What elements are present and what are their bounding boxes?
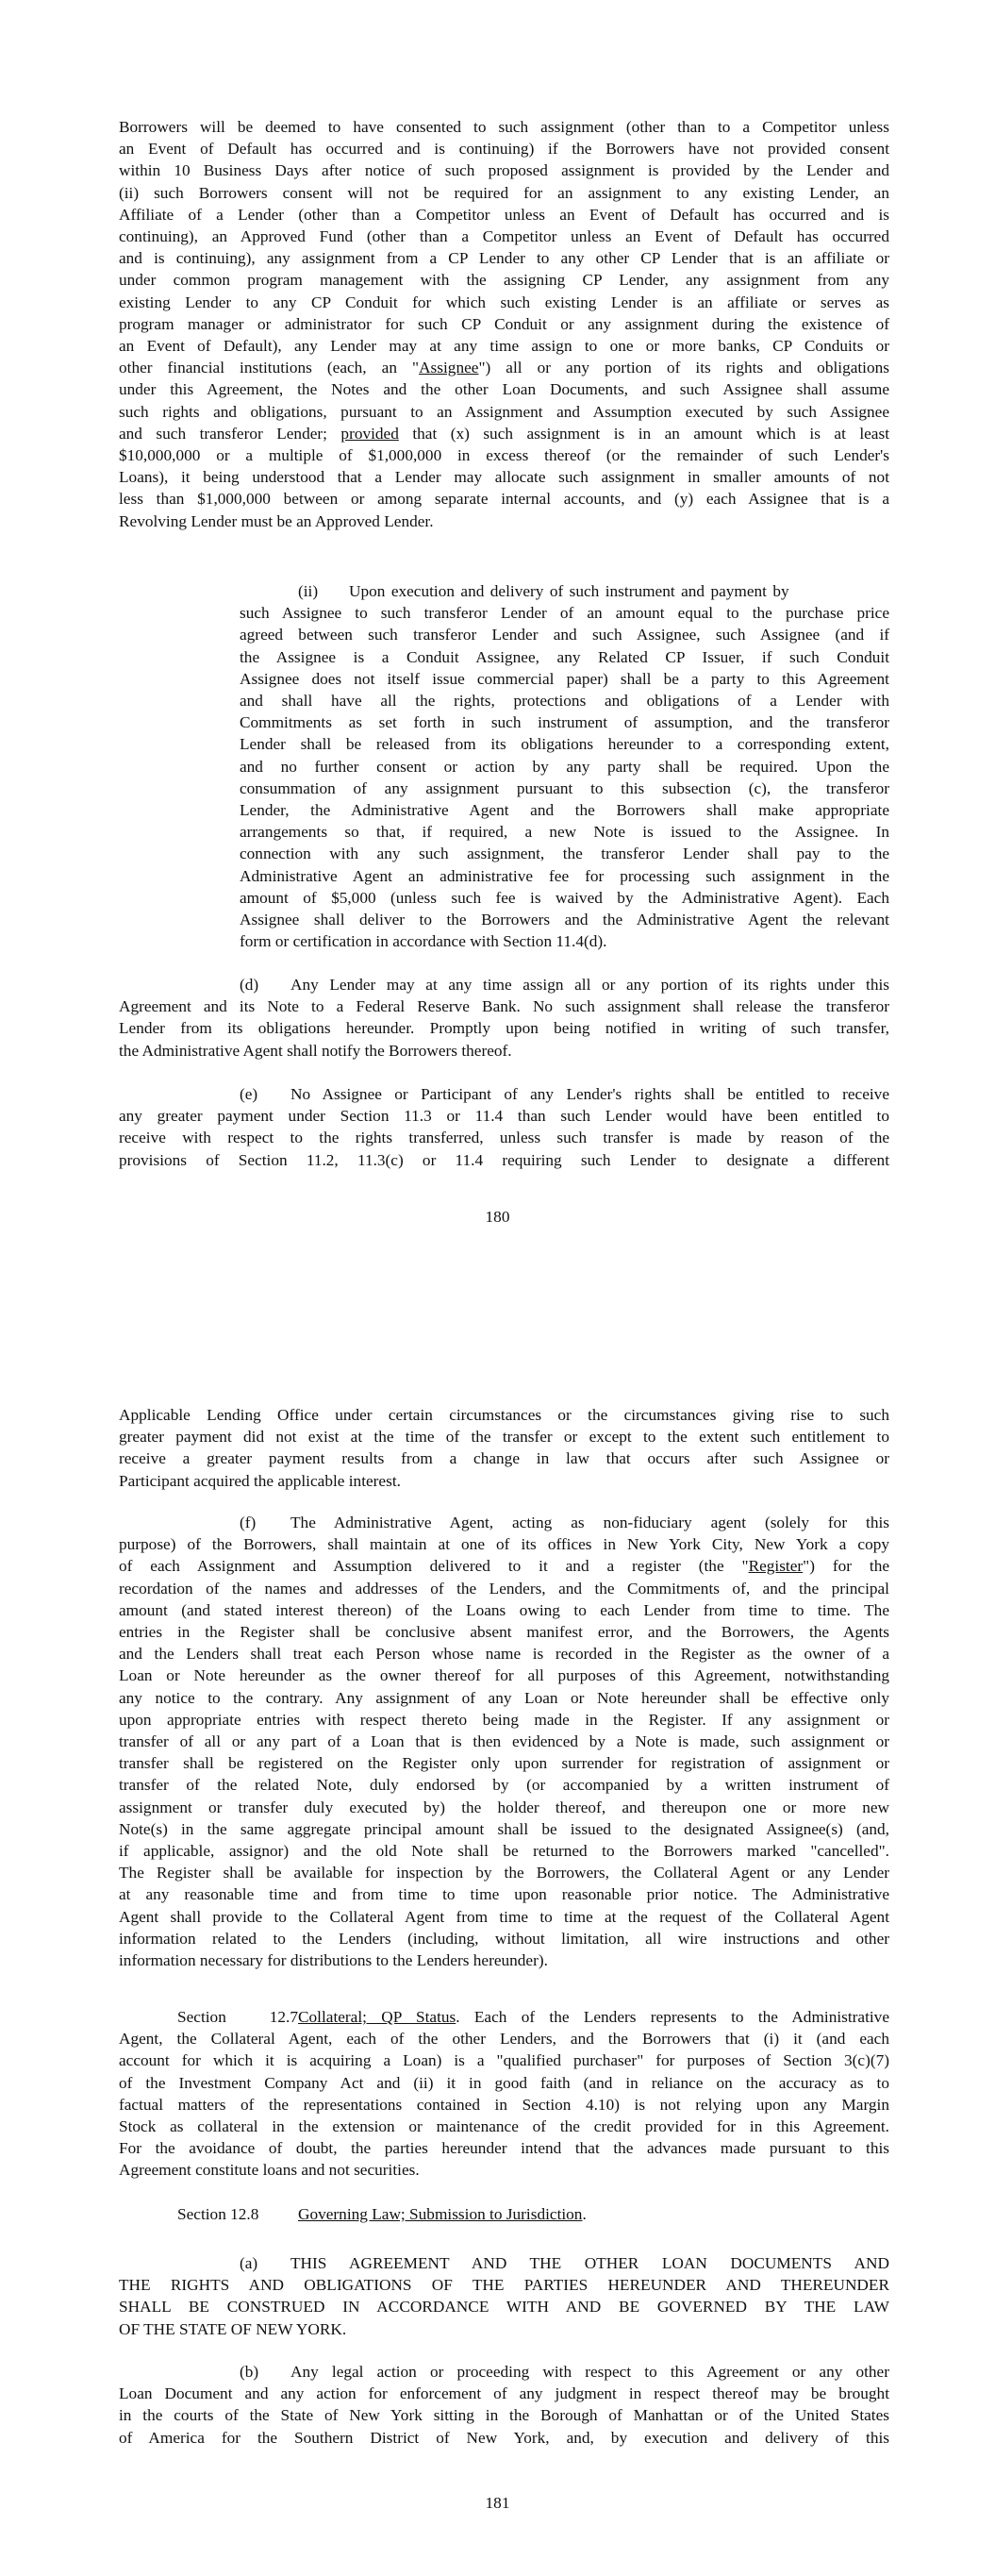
text-line: transfer shall be registered on the Register only upon surrender for registration of assignment or [119,1754,889,1773]
subsection-d-paragraph [119,974,889,1062]
section-title: Collateral; QP Status [298,2008,456,2026]
text-line: SHALL BE CONSTRUED IN ACCORDANCE WITH AND BE GOVERNED BY THE LAW [119,2298,889,2317]
subsection-f-paragraph [119,1512,889,1971]
text-line: Loan or Note hereunder as the owner thereof for all purposes of this Agreement, notwithstanding [119,1666,889,1685]
text-line: Loan Document and any action for enforcement of any judgment in respect thereof may be brought [119,2384,889,2403]
text-line: under this Agreement, the Notes and the other Loan Documents, and such Assignee shall assume [119,380,889,399]
text-line: such Assignee to such transferor Lender of an amount equal to the purchase price [240,604,889,623]
text-line: connection with any such assignment, the transferor Lender shall pay to the [240,845,889,863]
text-line [240,580,889,602]
text-line: in the courts of the State of New York sitting in the Borough of Manhattan or of the United States [119,2406,889,2425]
subsection-a-paragraph [119,2252,889,2340]
text-line: any notice to the contrary. Any assignment of any Loan or Note hereunder shall be effective only [119,1688,889,1707]
text-line: receive a greater payment results from a change in law that occurs after such Assignee or [119,1449,889,1468]
text-segment: Any legal action or proceeding with respect to this Agreement or any other [290,2363,889,2381]
text-line: continuing), an Approved Fund (other than a Competitor unless an Event of Default has occurred [119,227,889,246]
text-segment: . [582,2205,587,2223]
text-line: such rights and obligations, pursuant to an Assignment and Assumption executed by such Assignee [119,402,889,421]
text-line [119,1512,889,1533]
page-number: 180 [485,1208,510,1226]
text-line: purpose) of the Borrowers, shall maintain at one of its offices in New York City, New York a copy [119,1535,889,1554]
text-line: existing Lender to any CP Conduit for which such existing Lender is an affiliate or serves as [119,293,889,311]
defined-term-assignee: Assignee [419,359,479,377]
text-line: and is continuing), any assignment from a CP Lender to any other CP Lender that is an affiliate or [119,249,889,268]
text-line: Administrative Agent an administrative fee for processing such assignment in the [240,866,889,885]
text-line: less than $1,000,000 between or among separate internal accounts, and (y) each Assignee that is a [119,490,889,509]
text-line: transfer of all or any part of a Loan that is then evidenced by a Note is made, such assignment or [119,1732,889,1751]
text-line: program manager or administrator for such CP Conduit or any assignment during the existence of [119,314,889,333]
text-line: under common program management with the assigning CP Lender, any assignment from any [119,271,889,290]
text-line: For the avoidance of doubt, the parties hereunder intend that the advances made pursuant to this [119,2139,889,2158]
text-segment: that (x) such assignment is in an amount which is at least [398,424,890,443]
text-line: Participant acquired the applicable interest. [119,1471,401,1490]
text-segment: Upon execution and delivery of such instrument and payment by [349,582,789,600]
text-line: information related to the Lenders (including, without limitation, all wire instructions and other [119,1929,889,1948]
text-segment: of each Assignment and Assumption delivered to it and a register (the " [119,1557,749,1576]
text-line [119,974,889,995]
text-segment: and such transferor Lender; [119,424,341,443]
text-line: at any reasonable time and from time to time upon reasonable prior notice. The Administrative [119,1885,889,1904]
text-line: Assignee shall deliver to the Borrowers and the Administrative Agent the relevant [240,911,889,929]
text-line: Agreement constitute loans and not securities. [119,2161,420,2180]
text-line: receive with respect to the rights transferred, unless such transfer is made by reason of the [119,1129,889,1147]
subsection-marker: (f) [240,1514,257,1531]
section-title: Governing Law; Submission to Jurisdiction [298,2205,583,2223]
text-line: Loans), it being understood that a Lender may allocate such assignment in smaller amounts of not [119,468,889,487]
text-line: form or certification in accordance with Section 11.4(d). [240,932,607,951]
text-line: Affiliate of a Lender (other than a Competitor unless an Event of Default has occurred and is [119,205,889,224]
text-line: Commitments as set forth in such instrument of assumption, and the transferor [240,713,889,732]
section-12-7-paragraph [119,2006,889,2182]
subsection-marker: (b) [240,2363,259,2381]
text-line: OF THE STATE OF NEW YORK. [119,2319,347,2338]
text-line: $10,000,000 or a multiple of $1,000,000 in excess thereof (or the remainder of such Lender's [119,446,889,465]
subsection-e-paragraph [119,1083,889,1171]
text-line: greater payment did not exist at the time of the transfer or except to the extent such entitlement to [119,1428,889,1447]
text-line: Agreement and its Note to a Federal Reserve Bank. No such assignment shall release the transferor [119,997,889,1016]
proviso-term: provided [340,424,399,443]
text-line: Lender, the Administrative Agent and the Borrowers shall make appropriate [240,801,889,820]
text-line: amount of $5,000 (unless such fee is waived by the Administrative Agent). Each [240,888,889,907]
text-line [119,357,889,378]
text-line: amount (and stated interest thereon) of the Loans owing to each Lender from time to time. The [119,1600,889,1619]
text-line: Agent, the Collateral Agent, each of the other Lenders, and the Borrowers that (i) it (and each [119,2030,889,2049]
defined-term-register: Register [748,1557,804,1576]
text-line [119,2203,889,2225]
subsection-e-continuation [119,1404,889,1492]
text-line: Assignee does not itself issue commercial paper) shall be a party to this Agreement [240,669,889,688]
text-segment: . Each of the Lenders represents to the Administrative [456,2008,889,2026]
text-line [119,1083,889,1105]
text-line: agreed between such transferor Lender and such Assignee, such Assignee (and if [240,626,889,644]
text-line: an Event of Default), any Lender may at any time assign to one or more banks, CP Conduits or [119,337,889,356]
section-label: Section 12.8 [177,2205,259,2223]
text-line: recordation of the names and addresses of the Lenders, and the Commitments of, and the principal [119,1579,889,1597]
text-line: Stock as collateral in the extension or maintenance of the credit provided for in this Agreement. [119,2117,889,2136]
text-segment: ") all or any portion of its rights and obligations [478,359,889,377]
text-line: arrangements so that, if required, a new Note is issued to the Assignee. In [240,823,889,842]
subsection-b-paragraph [119,2361,889,2449]
text-line: an Event of Default has occurred and is continuing) if the Borrowers have not provided consent [119,140,889,159]
text-line: the Assignee is a Conduit Assignee, any Related CP Issuer, if such Conduit [240,647,889,666]
text-line: Borrowers will be deemed to have consented to such assignment (other than to a Competitor unless [119,118,889,136]
text-line [119,1555,889,1577]
document-page-181 [0,1288,995,2576]
text-line: and no further consent or action by any party shall be required. Upon the [240,757,889,776]
text-line: the Administrative Agent shall notify the Borrowers thereof. [119,1041,512,1060]
text-line: provisions of Section 11.2, 11.3(c) or 11.4 requiring such Lender to designate a different [119,1150,889,1169]
text-line: upon appropriate entries with respect thereto being made in the Register. If any assignment or [119,1710,889,1729]
text-line [119,2006,889,2028]
text-segment: other financial institutions (each, an " [119,359,420,377]
text-segment: Any Lender may at any time assign all or any portion of its rights under this [290,976,889,994]
text-line: of America for the Southern District of New York, and, by execution and delivery of this [119,2428,889,2447]
text-line: transfer of the related Note, duly endorsed by (or accompanied by a written instrument of [119,1776,889,1795]
text-line [119,2361,889,2383]
section-label: Section 12.7 [177,2008,298,2026]
text-line: Note(s) in the same aggregate principal amount shall be issued to the designated Assignee(s) (and, [119,1819,889,1838]
text-line [119,423,889,444]
section-12-8-heading [119,2203,889,2225]
text-segment: THIS AGREEMENT AND THE OTHER LOAN DOCUMENTS AND [290,2254,889,2272]
subsection-ii-paragraph [240,580,889,952]
text-line: entries in the Register shall be conclusive absent manifest error, and the Borrowers, the Agents [119,1623,889,1642]
text-line: Lender from its obligations hereunder. Promptly upon being notified in writing of such transfer, [119,1019,889,1038]
text-segment: The Administrative Agent, acting as non-fiduciary agent (solely for this [290,1514,889,1531]
text-line: any greater payment under Section 11.3 or 11.4 than such Lender would have been entitled to [119,1107,889,1126]
text-line: Agent shall provide to the Collateral Agent from time to time at the request of the Collateral Agent [119,1907,889,1926]
text-line: information necessary for distributions to the Lenders hereunder). [119,1951,548,1970]
text-line: and the Lenders shall treat each Person whose name is recorded in the Register as the owner of a [119,1645,889,1664]
text-line: account for which it is acquiring a Loan) is a "qualified purchaser" for purposes of Section 3(c)(7) [119,2051,889,2070]
text-line: within 10 Business Days after notice of such proposed assignment is provided by the Lender and [119,161,889,180]
text-segment: No Assignee or Participant of any Lender's rights shall be entitled to receive [290,1085,889,1103]
text-line: Revolving Lender must be an Approved Lender. [119,511,434,530]
text-line [119,2252,889,2274]
text-line: if applicable, assignor) and the old Note shall be returned to the Borrowers marked "cancelled". [119,1842,889,1861]
text-segment: ") for the [803,1557,890,1576]
page-number: 181 [485,2494,510,2512]
text-line: assignment or transfer duly executed by) the holder thereof, and thereupon one or more new [119,1798,889,1816]
text-line: Lender shall be released from its obligations hereunder to a corresponding extent, [240,735,889,754]
subsection-marker: (e) [240,1085,258,1103]
text-line: THE RIGHTS AND OBLIGATIONS OF THE PARTIES HEREUNDER AND THEREUNDER [119,2276,889,2295]
text-line: (ii) such Borrowers consent will not be required for an assignment to any existing Lender, an [119,183,889,202]
subsection-marker: (d) [240,976,259,994]
subsection-marker: (a) [240,2254,258,2272]
subsection-marker: (ii) [298,582,319,600]
text-line: consummation of any assignment pursuant to this subsection (c), the transferor [240,778,889,797]
text-line: The Register shall be available for inspection by the Borrowers, the Collateral Agent or any Lender [119,1864,889,1882]
text-line: and shall have all the rights, protections and obligations of a Lender with [240,692,889,711]
assignment-consent-paragraph [119,116,889,532]
text-line: of the Investment Company Act and (ii) it in good faith (and in reliance on the accuracy as to [119,2073,889,2092]
text-line: factual matters of the representations contained in Section 4.10) is not relying upon any Margin [119,2095,889,2114]
text-line: Applicable Lending Office under certain circumstances or the circumstances giving rise to such [119,1406,889,1424]
